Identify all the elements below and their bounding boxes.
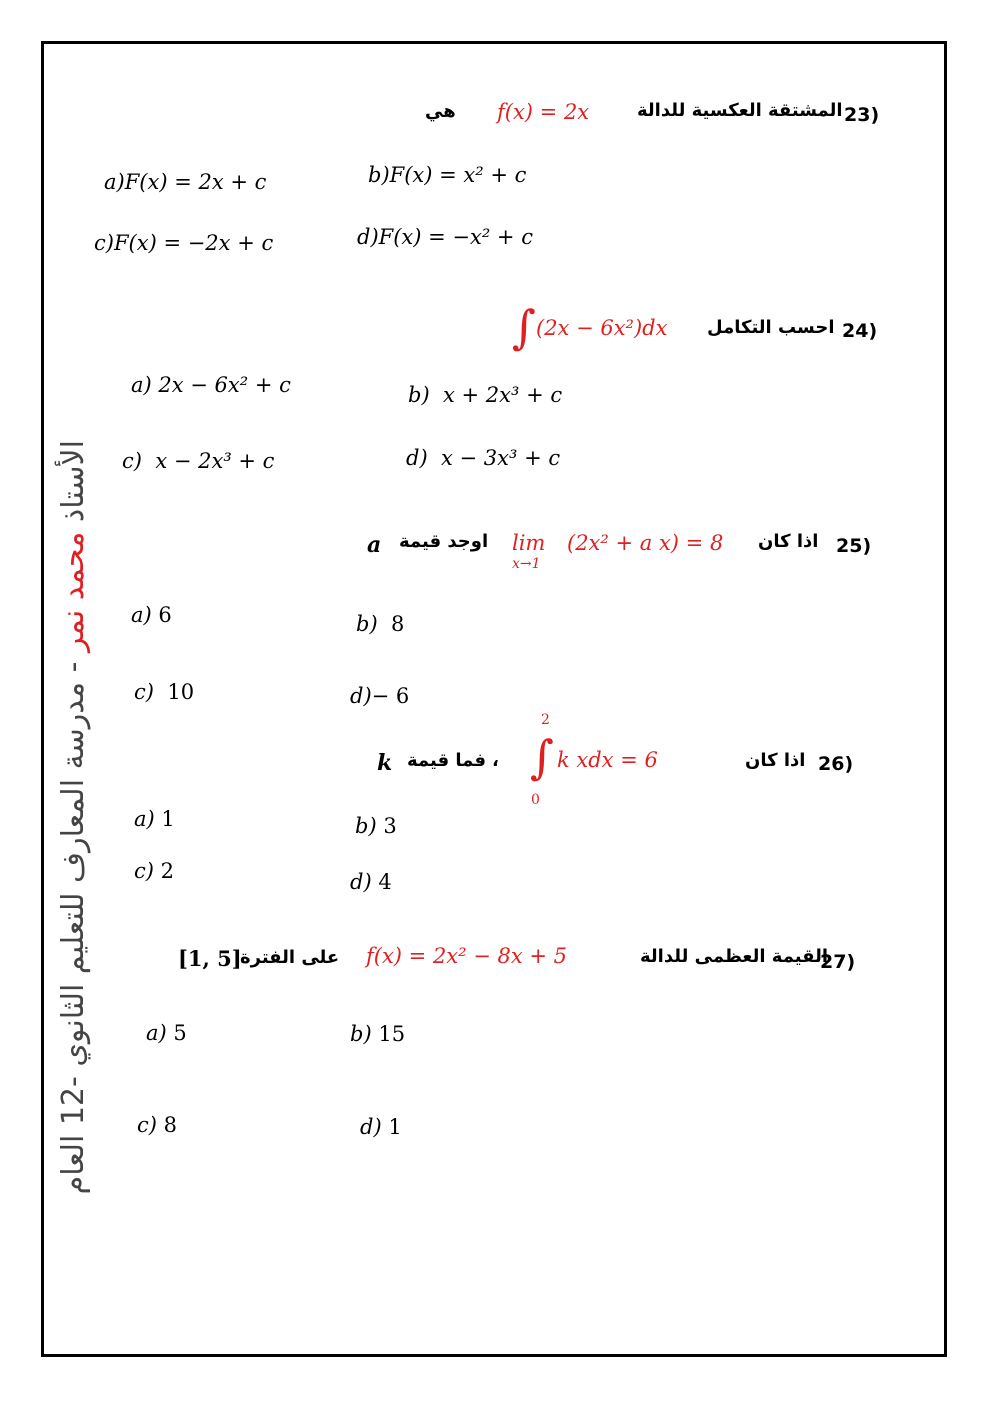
q26-integral-sign: ∫ [530, 730, 554, 784]
q26-comma: ، [492, 750, 499, 771]
q26-text-after: فما قيمة [407, 750, 486, 771]
q24-text: احسب التكامل [707, 317, 835, 338]
teacher-school-banner [52, 440, 96, 1195]
q25-number: 25) [836, 535, 872, 557]
q26-option-d[interactable]: d) 4 [350, 870, 392, 894]
q26-lower-limit: 0 [531, 792, 540, 808]
q25-text: اذا كان [758, 531, 819, 552]
q27-option-b[interactable]: b) 15 [350, 1022, 406, 1046]
q27-text: القيمة العظمى للدالة [640, 946, 828, 967]
q24-option-a[interactable]: a) 2x − 6x² + c [131, 373, 291, 397]
q23-option-a[interactable]: a)F(x) = 2x + c [104, 170, 267, 194]
q25-variable: a [367, 532, 382, 558]
q24-integral-sign: ∫ [512, 300, 536, 354]
q24-option-b[interactable]: b) x + 2x³ + c [408, 383, 563, 407]
q25-option-a[interactable]: a) 6 [131, 603, 172, 627]
q23-expression: f(x) = 2x [497, 100, 590, 124]
q24-expression: (2x − 6x²)dx [536, 316, 668, 340]
q24-number: 24) [842, 320, 878, 342]
q26-text: اذا كان [745, 750, 806, 771]
q26-variable: k [377, 750, 393, 776]
q25-lim: lim [512, 531, 546, 555]
q27-text-after: على الفترة [240, 947, 340, 968]
q27-interval: [1, 5] [178, 946, 242, 971]
teacher-name: محمد نمر [56, 531, 91, 652]
q23-text-after: هي [425, 101, 456, 122]
q26-number: 26) [818, 753, 854, 775]
q23-option-d[interactable]: d)F(x) = −x² + c [357, 225, 533, 249]
q23-option-b[interactable]: b)F(x) = x² + c [368, 163, 527, 187]
q26-option-c[interactable]: c) 2 [134, 859, 175, 883]
q25-option-c[interactable]: c) 10 [134, 680, 195, 704]
q26-expression: k xdx = 6 [557, 748, 658, 772]
q23-option-c[interactable]: c)F(x) = −2x + c [94, 231, 274, 255]
q27-option-c[interactable]: c) 8 [137, 1113, 178, 1137]
q24-option-d[interactable]: d) x − 3x³ + c [406, 446, 561, 470]
q25-text-after: اوجد قيمة [399, 531, 489, 552]
q25-expression: (2x² + a x) = 8 [567, 531, 724, 555]
q27-option-d[interactable]: d) 1 [360, 1115, 402, 1139]
q25-option-d[interactable]: d)− 6 [350, 684, 410, 708]
q23-text: المشتقة العكسية للدالة [637, 100, 843, 121]
q25-lim-subscript: x→1 [512, 556, 541, 572]
q27-number: 27) [820, 951, 856, 973]
banner-school: - مدرسة المعارف للتعليم الثانوي -12 العام [56, 661, 91, 1195]
q24-option-c[interactable]: c) x − 2x³ + c [122, 449, 275, 473]
q25-option-b[interactable]: b) 8 [356, 612, 405, 636]
q27-expression: f(x) = 2x² − 8x + 5 [366, 944, 568, 968]
q23-number: 23) [844, 104, 880, 126]
q26-option-b[interactable]: b) 3 [355, 814, 397, 838]
q26-upper-limit: 2 [541, 712, 550, 728]
q27-option-a[interactable]: a) 5 [146, 1021, 187, 1045]
q26-option-a[interactable]: a) 1 [134, 807, 175, 831]
banner-title: الأستاذ [56, 440, 91, 523]
